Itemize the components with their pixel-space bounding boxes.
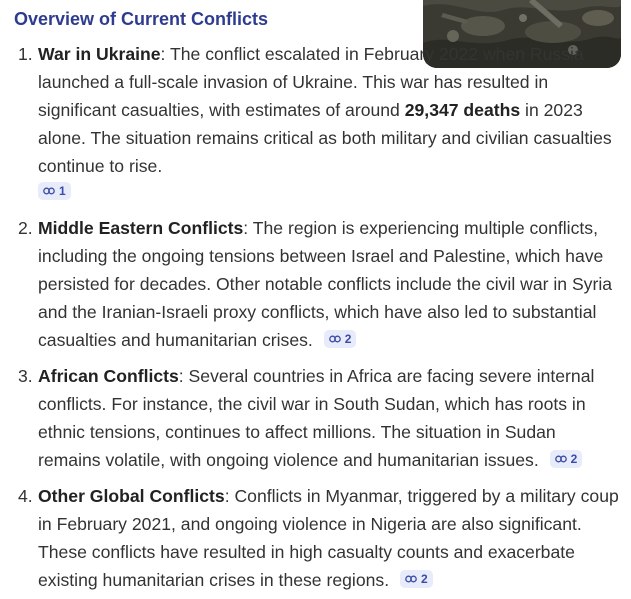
item-text: : Conflicts in Myanmar, triggered by a military coup in February 2021, and ongoing violence in Nigeria are also significant. These conflicts have resulted in high casualty counts and exacerbate existing humanitarian crises in these regions. xyxy=(38,486,619,590)
citation-number: 2 xyxy=(420,572,428,586)
link-icon xyxy=(555,454,567,464)
section-heading: Overview of Current Conflicts xyxy=(14,9,269,29)
list-number: 4. xyxy=(18,486,33,506)
link-icon xyxy=(329,334,341,344)
list-number: 2. xyxy=(18,218,33,238)
list-item-ukraine xyxy=(0,40,631,206)
item-text: in 2023 alone. The situation remains critical as both military and civilian casualties continue to rise. xyxy=(38,100,612,176)
item-title: Other Global Conflicts xyxy=(38,486,225,506)
list-item-other-global xyxy=(0,482,631,594)
list-item-middle-east xyxy=(0,214,631,354)
link-icon xyxy=(43,186,55,196)
citation-badge[interactable] xyxy=(38,182,71,200)
citation-number: 2 xyxy=(570,452,578,466)
item-text: : The region is experiencing multiple conflicts, including the ongoing tensions between Israel and Palestine, which have persisted for decades. Other notable conflicts include the civil war in Syria and the Iranian-Israeli proxy conflicts, which have also led to substantial casualties and humanitarian crises. xyxy=(38,218,613,350)
citation-badge[interactable] xyxy=(550,450,583,468)
item-text: : The conflict escalated in February 2022 when Russia launched a full-scale invasion of Ukraine. This war has resulted in significant casualties, with estimates of around xyxy=(38,44,584,120)
list-item-africa xyxy=(0,362,631,474)
item-title: War in Ukraine xyxy=(38,44,161,64)
item-text: : Several countries in Africa are facing severe internal conflicts. For instance, the civil war in South Sudan, which has roots in ethnic tensions, continues to affect millions. The situation in Sudan remains volatile, with ongoing violence and humanitarian issues. xyxy=(38,366,595,470)
conflict-list xyxy=(0,40,631,599)
deaths-figure: 29,347 deaths xyxy=(404,100,521,120)
item-title: Middle Eastern Conflicts xyxy=(38,218,244,238)
list-number: 1. xyxy=(18,44,33,64)
list-number: 3. xyxy=(18,366,33,386)
citation-number: 1 xyxy=(59,184,66,198)
item-title: African Conflicts xyxy=(38,366,179,386)
citation-badge[interactable] xyxy=(400,570,433,588)
link-icon xyxy=(405,574,417,584)
citation-number: 2 xyxy=(344,332,352,346)
citation-badge[interactable] xyxy=(324,330,357,348)
